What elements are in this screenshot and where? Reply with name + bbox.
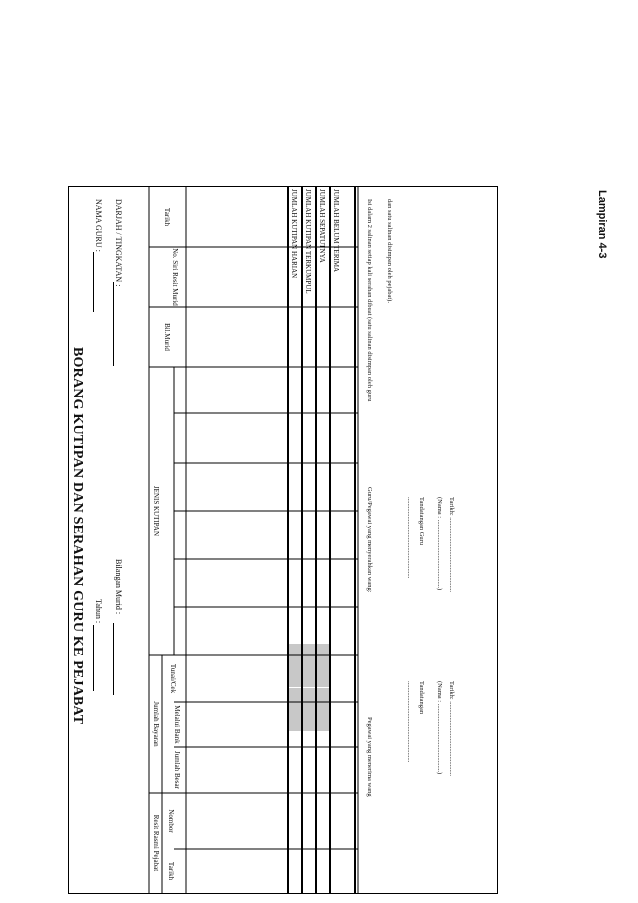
- nama-guru-label: NAMA GURU :: [94, 199, 103, 252]
- sig-left-tarikh[interactable]: Tarikh: ..............................................: [448, 497, 455, 593]
- header-tunai-cek: Tunai/Cek: [169, 663, 177, 694]
- header-nombor: Nombor: [167, 809, 175, 833]
- sig-left-dots[interactable]: ..................................................: [406, 497, 413, 579]
- note-line-1: Isi dalam 2 salinan setiap kali serahan dibuat (satu salinan disimpan oleh guru: [366, 199, 373, 402]
- bank-shaded-cell: [288, 688, 330, 731]
- appendix-label: Lampiran 4-3: [596, 190, 608, 259]
- header-jumlah-besar: Jumlah Besar: [173, 751, 181, 789]
- summary-row: JUMLAH KUTIPAN HARIAN: [290, 189, 298, 279]
- header-melalui-bank: Melalui Bank: [173, 705, 181, 744]
- sig-left-label: Tandatangan Guru: [418, 497, 425, 546]
- sig-right-dots[interactable]: ..................................................: [406, 681, 413, 763]
- note-line-2: dan satu salinan disimpan oleh pejabat).: [386, 199, 393, 303]
- header-jumlah-bayaran: Jumlah Bayaran: [152, 701, 160, 747]
- sig-left-heading: Guru/Pegawai yang menyerahkan wang:: [366, 487, 373, 593]
- header-tarikh-resit: Tarikh: [167, 861, 175, 881]
- bank-shaded-cell: [288, 644, 330, 687]
- summary-row: JUMLAH KUTIPAN TERKUMPUL: [304, 189, 312, 294]
- tahun-label: Tahun :: [94, 599, 103, 624]
- sig-right-heading: Pegawai yang menerima wang: [366, 717, 373, 797]
- header-jenis-kutipan: JENIS KUTIPAN: [152, 485, 160, 537]
- header-bil-murid: Bil.Murid: [163, 323, 171, 351]
- sig-left-nama[interactable]: (Nama : ..........................................): [436, 497, 443, 591]
- header-no-siri: No. Siri Resit Murid: [171, 248, 179, 306]
- summary-row: JUMLAH BELUM TERIMA: [332, 189, 340, 273]
- collection-table: [69, 187, 497, 893]
- darjah-label: DARJAH / TINGKATAN :: [114, 199, 123, 287]
- sig-right-nama[interactable]: (Nama : ..........................................): [436, 681, 443, 775]
- bilangan-murid-label: Bilangan Murid :: [114, 559, 123, 615]
- sig-right-label: Tandatangan: [418, 681, 425, 715]
- header-tarikh: Tarikh: [163, 207, 171, 227]
- form-title: BORANG KUTIPAN DAN SERAHAN GURU KE PEJABAT: [70, 347, 85, 725]
- sig-right-tarikh[interactable]: Tarikh: ..............................................: [448, 681, 455, 777]
- form-content: [69, 187, 497, 893]
- header-resit-rasmi: Resit Rasmi Pejabat: [152, 814, 160, 872]
- summary-row: JUMLAH SEPATUTNYA: [318, 189, 326, 263]
